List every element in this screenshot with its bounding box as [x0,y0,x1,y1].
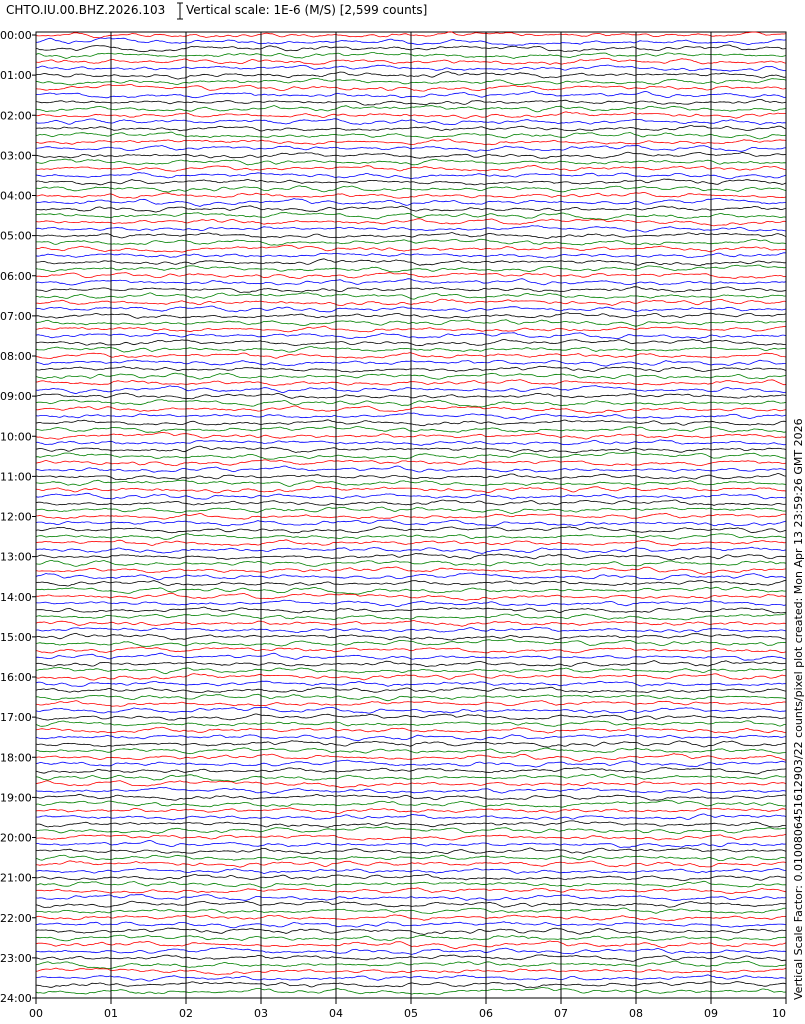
y-tick-label: 13:00 [0,550,32,564]
y-tick-label: 07:00 [0,309,32,323]
x-axis-labels [29,1007,786,1020]
station-title: CHTO.IU.00.BHZ.2026.103 [6,3,166,17]
vertical-scale-label: Vertical scale: 1E-6 (M/S) [2,599 counts] [186,3,428,17]
y-tick-label: 17:00 [0,711,32,725]
scale-factor-note: Vertical Scale Factor: 0.0100806451612903/22 counts/pixel plot created: Mon Apr 13 23:59:26 GMT 2026 [792,418,805,1000]
y-tick-label: 18:00 [0,751,32,765]
x-tick-label: 04 [329,1007,343,1020]
y-tick-label: 04:00 [0,189,32,203]
x-tick-label: 02 [179,1007,193,1020]
y-tick-label: 00:00 [0,29,32,42]
y-tick-label: 12:00 [0,510,32,524]
x-tick-label: 06 [479,1007,493,1020]
y-tick-label: 24:00 [0,992,32,1005]
x-tick-label: 05 [404,1007,418,1020]
y-tick-label: 19:00 [0,791,32,805]
y-tick-label: 15:00 [0,630,32,644]
y-tick-label: 10:00 [0,430,32,444]
y-tick-label: 05:00 [0,229,32,243]
y-tick-label: 21:00 [0,871,32,885]
y-tick-label: 11:00 [0,470,32,484]
x-tick-label: 08 [629,1007,643,1020]
y-tick-label: 03:00 [0,149,32,163]
x-tick-label: 01 [104,1007,118,1020]
y-tick-label: 20:00 [0,831,32,845]
y-tick-label: 08:00 [0,350,32,363]
y-tick-label: 16:00 [0,671,32,684]
x-tick-label: 10 [772,1007,786,1020]
x-tick-label: 03 [254,1007,268,1020]
y-tick-label: 09:00 [0,390,32,404]
y-tick-label: 01:00 [0,69,32,83]
y-tick-label: 14:00 [0,590,32,604]
y-tick-label: 23:00 [0,951,32,965]
x-tick-label: 09 [704,1007,718,1020]
y-tick-label: 22:00 [0,911,32,925]
x-tick-label: 07 [554,1007,568,1020]
y-axis-labels [0,29,36,1005]
y-tick-label: 02:00 [0,109,32,123]
y-tick-label: 06:00 [0,269,32,283]
x-tick-label: 00 [29,1007,43,1020]
